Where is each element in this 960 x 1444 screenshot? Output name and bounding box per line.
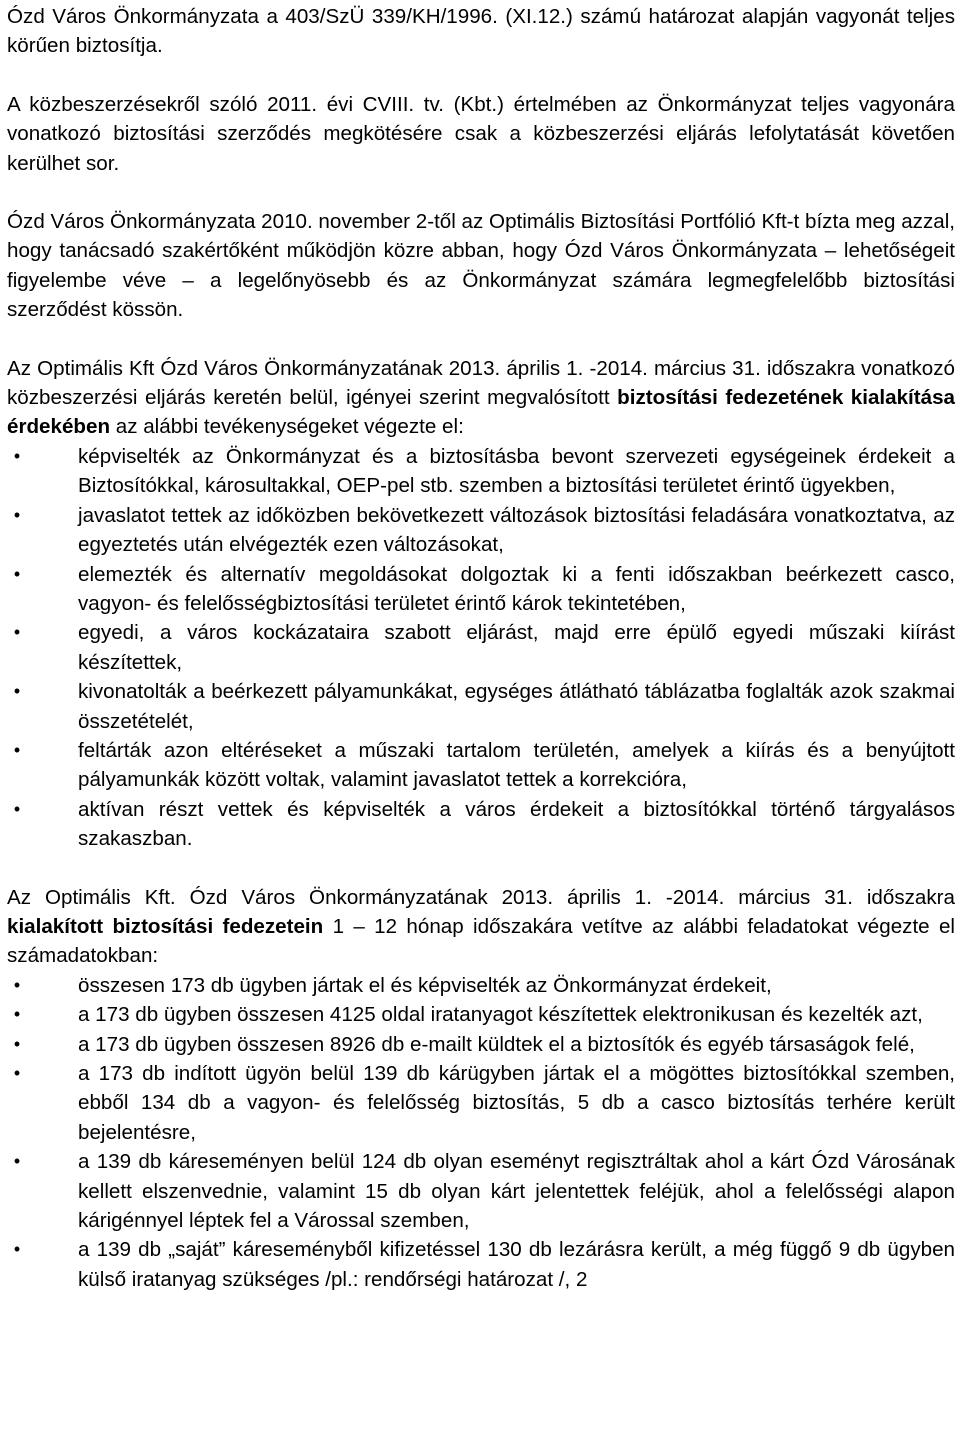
list-item bbox=[7, 971, 955, 1000]
intro-paragraph bbox=[7, 2, 955, 61]
list-item-text: elemezték és alternatív megoldásokat dolgoztak ki a fenti időszakban beérkezett casco, vagyon- és felelősségbiztosítási területet érintő károk tekintetében, bbox=[78, 562, 955, 615]
bullet-icon: • bbox=[13, 1239, 21, 1260]
list-item bbox=[7, 736, 955, 795]
list-item-text: egyedi, a város kockázataira szabott eljárást, majd erre épülő egyedi műszaki kiírást készítettek, bbox=[78, 621, 955, 674]
activities-intro-text: Az Optimális Kft Ózd Város Önkormányzatának 2013. április 1. -2014. március 31. időszakra vonatkozó közbeszerzési eljárás keretén belül, igényei szerint megvalósított bbox=[7, 356, 955, 410]
list-item-text: aktívan részt vettek és képviselték a város érdekeit a biztosítókkal történő tárgyalásos szakaszban. bbox=[78, 797, 955, 851]
list-item bbox=[7, 1235, 955, 1294]
list-item bbox=[7, 501, 955, 560]
list-item bbox=[7, 1030, 955, 1059]
bullet-icon: • bbox=[13, 1033, 21, 1054]
figures-intro-tail: 1 – 12 hónap időszakára vetítve az alábbi feladatokat végezte el számadatokban: bbox=[7, 914, 955, 968]
list-item bbox=[7, 1147, 955, 1235]
list-item bbox=[7, 1059, 955, 1147]
list-item bbox=[7, 442, 955, 501]
list-item-text: a 173 db ügyben összesen 8926 db e-mailt küldtek el a biztosítók és egyéb társaságok felé, bbox=[78, 1032, 915, 1056]
mandate-paragraph bbox=[7, 207, 955, 325]
figures-intro-bold: kialakított biztosítási fedezetein bbox=[7, 914, 324, 938]
list-item bbox=[7, 560, 955, 619]
list-item-text: kivonatolták a beérkezett pályamunkákat, egységes átlátható táblázatba foglalták azok szakmai összetételét, bbox=[78, 680, 955, 733]
list-item bbox=[7, 795, 955, 854]
figures-list bbox=[7, 971, 955, 1294]
bullet-icon: • bbox=[13, 798, 21, 819]
list-item bbox=[7, 677, 955, 736]
bullet-icon: • bbox=[13, 622, 21, 643]
activities-list bbox=[7, 442, 955, 854]
list-item-text: a 173 db ügyben összesen 4125 oldal iratanyagot készítettek elektronikusan és kezelték azt, bbox=[78, 1003, 923, 1027]
bullet-icon: • bbox=[13, 1063, 21, 1083]
procurement-paragraph bbox=[7, 90, 955, 178]
mandate-text: Ózd Város Önkormányzata 2010. november 2-től az Optimális Biztosítási Portfólió Kft-t bízta meg azzal, hogy tanácsadó szakértőként működjön közre abban, hogy Ózd Város Önkormányzata – lehetőségeit figyelembe véve – a legelőnyösebb és az Önkormányzat számára legmegfelelőbb biztosítási szerződést kössön. bbox=[7, 210, 955, 322]
bullet-icon: • bbox=[13, 563, 21, 584]
list-item bbox=[7, 618, 955, 677]
list-item-text: a 173 db indított ügyön belül 139 db kárügyben jártak el a mögöttes biztosítókkal szemben, ebből 134 db a vagyon- és felelősség biztosítás, 5 db a casco biztosítás terhére került bejelentésre, bbox=[78, 1062, 955, 1144]
document-page bbox=[7, 2, 955, 1294]
list-item-text: képviselték az Önkormányzat és a biztosításba bevont szervezeti egységeinek érdekeit a Biztosítókkal, károsultakkal, OEP-pel stb. szemben a biztosítási területet érintő ügyekben, bbox=[78, 444, 955, 498]
bullet-icon: • bbox=[13, 1004, 21, 1025]
intro-text: Ózd Város Önkormányzata a 403/SzÜ 339/KH/1996. (XI.12.) számú határozat alapján vagyonát teljes körűen biztosítja. bbox=[7, 5, 955, 58]
bullet-icon: • bbox=[13, 681, 21, 702]
bullet-icon: • bbox=[13, 445, 21, 466]
list-item bbox=[7, 1000, 955, 1029]
list-item-text: feltárták azon eltéréseket a műszaki tartalom területén, amelyek a kiírás és a benyújtott pályamunkák között voltak, valamint javaslatot tettek a korrekcióra, bbox=[78, 738, 955, 792]
activities-intro-paragraph bbox=[7, 354, 955, 442]
figures-intro-text: Az Optimális Kft. Ózd Város Önkormányzatának 2013. április 1. -2014. március 31. időszakra bbox=[7, 885, 955, 909]
list-item-text: összesen 173 db ügyben jártak el és képviselték az Önkormányzat érdekeit, bbox=[78, 973, 772, 997]
activities-intro-bold: biztosítási fedezetének kialakítása érdekében bbox=[7, 386, 955, 439]
bullet-icon: • bbox=[13, 504, 21, 525]
figures-intro-paragraph bbox=[7, 883, 955, 971]
list-item-text: a 139 db káreseményen belül 124 db olyan eseményt regisztráltak ahol a kárt Ózd Városának kellett elszenvednie, valamint 15 db olyan kárt jelentettek feléjük, ahol a felelősségi alapon kárigénnyel léptek fel a Várossal szemben, bbox=[78, 1150, 955, 1233]
bullet-icon: • bbox=[13, 1151, 21, 1172]
bullet-icon: • bbox=[13, 974, 21, 995]
procurement-text: A közbeszerzésekről szóló 2011. évi CVIII. tv. (Kbt.) értelmében az Önkormányzat teljes vagyonára vonatkozó biztosítási szerződés megkötésére csak a közbeszerzési eljárás lefolytatását követően kerülhet sor. bbox=[7, 92, 955, 175]
bullet-icon: • bbox=[13, 739, 21, 760]
list-item-text: a 139 db „saját” káreseményből kifizetéssel 130 db lezárásra került, a még függő 9 db ügyben külső iratanyag szükséges /pl.: rendőrségi határozat /, 2 bbox=[78, 1238, 955, 1291]
activities-intro-tail: az alábbi tevékenységeket végezte el: bbox=[110, 415, 464, 439]
list-item-text: javaslatot tettek az időközben bekövetkezett változások biztosítási feladására vonatkoztatva, az egyeztetés után elvégezték ezen változásokat, bbox=[78, 503, 955, 557]
